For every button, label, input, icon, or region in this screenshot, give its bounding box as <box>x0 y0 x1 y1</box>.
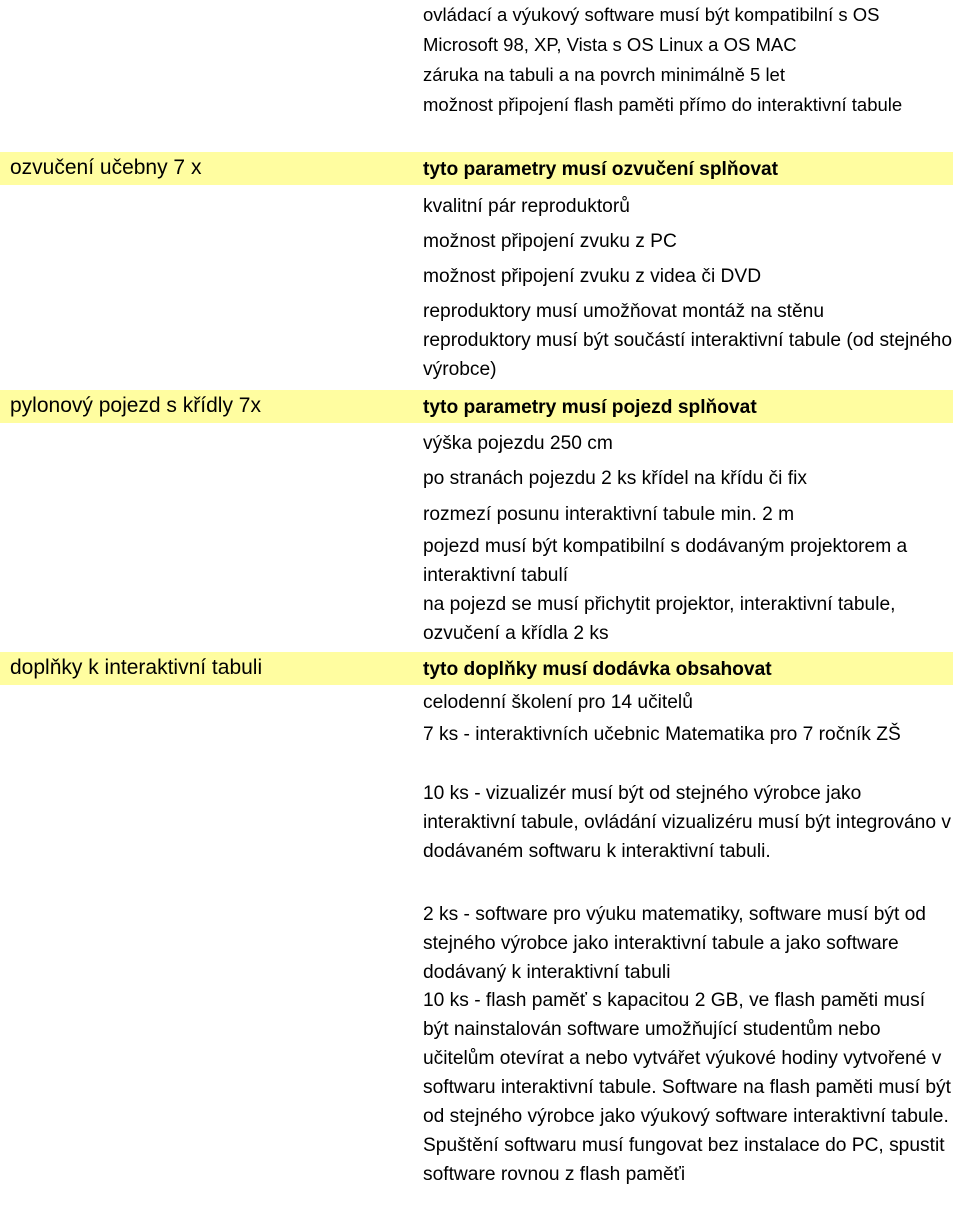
spec-item: možnost připojení flash paměti přímo do interaktivní tabule <box>423 94 903 115</box>
spec-item: ovládací a výukový software musí být kompatibilní s OS Microsoft 98, XP, Vista s OS Linux a OS MAC <box>423 4 880 55</box>
spec-item: 7 ks - interaktivních učebnic Matematika pro 7 ročník ZŠ <box>423 724 901 745</box>
spec-item: 10 ks - flash paměť s kapacitou 2 GB, ve flash paměti musí být nainstalován software umožňující studentům nebo učitelům otevírat a nebo vytvářet výukové hodiny vytvořené v softwaru interaktivní tabule. Software na flash paměti musí být od stejného výrobce jako výukový software interaktivní tabule. Spuštění softwaru musí fungovat bez instalace do PC, spustit software rovnou z flash paměťi <box>423 990 951 1185</box>
spec-item: možnost připojení zvuku z PC <box>423 231 677 252</box>
spec-item: 2 ks - software pro výuku matematiky, software musí být od stejného výrobce jako interaktivní tabule a jako software dodávaný k interaktivní tabuli <box>423 904 926 983</box>
spec-item: možnost připojení zvuku z videa či DVD <box>423 266 762 287</box>
spec-item: celodenní školení pro 14 učitelů <box>423 692 693 713</box>
spec-item: kvalitní pár reproduktorů <box>423 196 630 217</box>
spec-item: na pojezd se musí přichytit projektor, interaktivní tabule, ozvučení a křídla 2 ks <box>423 594 896 644</box>
spec-item: reproduktory musí být součástí interaktivní tabule (od stejného výrobce) <box>423 330 952 380</box>
spec-item: po stranách pojezdu 2 ks křídel na křídu či fix <box>423 468 807 489</box>
section-title-audio: ozvučení učebny 7 x <box>10 156 202 179</box>
spec-item: reproduktory musí umožňovat montáž na stěnu <box>423 301 825 322</box>
spec-item: záruka na tabuli a na povrch minimálně 5 let <box>423 64 785 85</box>
section-header-pylon: tyto parametry musí pojezd splňovat <box>423 397 757 418</box>
spec-item: 10 ks - vizualizér musí být od stejného výrobce jako interaktivní tabule, ovládání vizualizéru musí být integrováno v dodávaném softwaru k interaktivní tabuli. <box>423 783 951 862</box>
section-header-accessories: tyto doplňky musí dodávka obsahovat <box>423 659 772 680</box>
section-header-audio: tyto parametry musí ozvučení splňovat <box>423 159 779 180</box>
spec-item: pojezd musí být kompatibilní s dodávaným projektorem a interaktivní tabulí <box>423 536 908 586</box>
spec-item: výška pojezdu 250 cm <box>423 433 613 454</box>
spec-item: rozmezí posunu interaktivní tabule min. 2 m <box>423 504 795 525</box>
section-title-accessories: doplňky k interaktivní tabuli <box>10 656 263 679</box>
section-title-pylon: pylonový pojezd s křídly 7x <box>10 394 261 417</box>
